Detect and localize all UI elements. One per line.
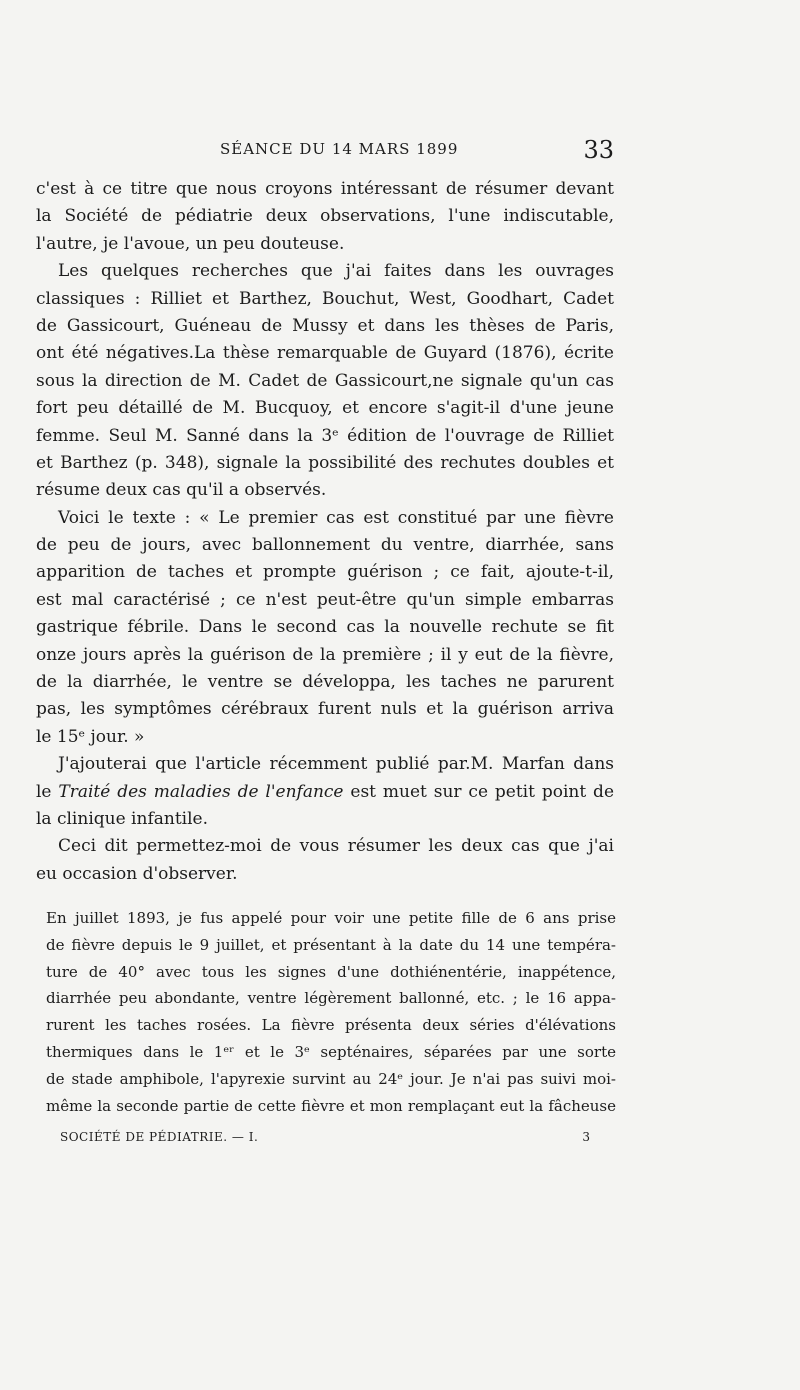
text-line: Ceci dit permettez-moi de vous résumer les deux cas que j'ai [58, 836, 614, 857]
observation-text [46, 905, 616, 1119]
observation-line: diarrhée peu abondante, ventre légèrement ballonné, etc. ; le 16 appa- [46, 989, 616, 1008]
page-footer [60, 1130, 590, 1150]
text-line: apparition de taches et prompte guérison ; ce fait, ajoute-t-il, [36, 562, 614, 583]
sheet-number: 3 [582, 1130, 590, 1144]
text-line: Les quelques recherches que j'ai faites dans les ouvrages [58, 261, 614, 282]
page-header [36, 136, 614, 166]
text-line: et Barthez (p. 348), signale la possibilité des rechutes doubles et [36, 452, 614, 473]
text-line: ont été négatives.La thèse remarquable de Guyard (1876), écrite [36, 343, 614, 364]
observation-line: de fièvre depuis le 9 juillet, et présentant à la date du 14 une tempéra- [46, 935, 616, 954]
observation-line: de stade amphibole, l'apyrexie survint au 24ᵉ jour. Je n'ai pas suivi moi- [46, 1069, 616, 1088]
text-line: c'est à ce titre que nous croyons intéressant de résumer devant [36, 179, 614, 199]
text-line: pas, les symptômes cérébraux furent nuls et la guérison arriva [36, 699, 614, 720]
text-line: J'ajouterai que l'article récemment publié par.M. Marfan dans [58, 754, 614, 775]
text-line: la clinique infantile. [36, 808, 208, 829]
text-line: femme. Seul M. Sanné dans la 3ᵉ édition de l'ouvrage de Rilliet [36, 425, 614, 446]
text-line: gastrique fébrile. Dans le second cas la nouvelle rechute se fit [36, 617, 614, 638]
text-line: de peu de jours, avec ballonnement du ventre, diarrhée, sans [36, 535, 614, 556]
text-fragment: est muet sur ce petit point de [350, 781, 614, 802]
text-fragment: le [36, 781, 52, 802]
observation-line: thermiques dans le 1ᵉʳ et le 3ᵉ septénaires, séparées par une sorte [46, 1042, 616, 1061]
page-number: 33 [583, 136, 614, 164]
text-line: le 15ᵉ jour. » [36, 726, 145, 747]
text-line: eu occasion d'observer. [36, 863, 238, 884]
main-text [36, 176, 614, 888]
text-line-with-title [36, 779, 614, 806]
text-line: fort peu détaillé de M. Bucquoy, et encore s'agit-il d'une jeune [36, 398, 614, 419]
text-line: la Société de pédiatrie deux observations, l'une indiscutable, [36, 206, 614, 227]
text-line: Voici le texte : « Le premier cas est constitué par une fièvre [58, 507, 614, 528]
printer-signature: SOCIÉTÉ DE PÉDIATRIE. — I. [60, 1130, 259, 1144]
book-title: Traité des maladies de l'enfance [58, 781, 344, 802]
text-line: est mal caractérisé ; ce n'est peut-être qu'un simple embarras [36, 589, 614, 610]
observation-line: rurent les taches rosées. La fièvre présenta deux séries d'élévations [46, 1016, 616, 1035]
text-line: l'autre, je l'avoue, un peu douteuse. [36, 233, 345, 254]
text-line: sous la direction de M. Cadet de Gassicourt,ne signale qu'un cas [36, 370, 614, 391]
text-line: onze jours après la guérison de la première ; il y eut de la fièvre, [36, 644, 614, 665]
observation-line: même la seconde partie de cette fièvre et mon remplaçant eut la fâcheuse [46, 1096, 616, 1115]
observation-line: ture de 40° avec tous les signes d'une dothiénentérie, inappétence, [46, 962, 616, 981]
text-line: de Gassicourt, Guéneau de Mussy et dans les thèses de Paris, [36, 315, 614, 336]
running-title: SÉANCE DU 14 MARS 1899 [220, 140, 459, 158]
text-line: résume deux cas qu'il a observés. [36, 480, 327, 501]
text-line: de la diarrhée, le ventre se développa, les taches ne parurent [36, 672, 614, 693]
text-line: classiques : Rilliet et Barthez, Bouchut, West, Goodhart, Cadet [36, 288, 614, 309]
observation-line: En juillet 1893, je fus appelé pour voir une petite fille de 6 ans prise [46, 909, 616, 927]
